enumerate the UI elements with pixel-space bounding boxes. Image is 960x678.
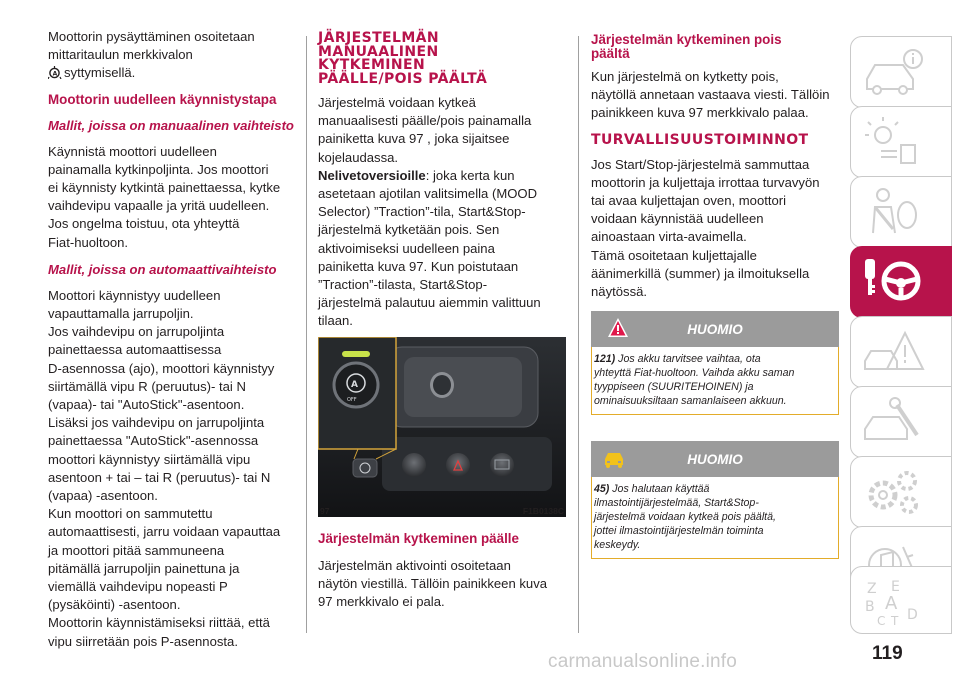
text-line: KYTKEMINEN (318, 57, 426, 73)
text-line: (vapaa)- tai "AutoStick"-asentoon. (48, 397, 245, 413)
text-line: äänimerkillä (summer) ja ilmoituksella (591, 265, 810, 281)
warning-lines (594, 496, 835, 552)
text-line: vaihdevipu vapaalle ja yritä uudelleen. (48, 198, 270, 214)
text-line: näytössä. (591, 284, 648, 300)
automatic-text (48, 287, 298, 651)
heading-safety: TURVALLISUUSTOIMINNOT (591, 131, 809, 148)
text-line: (pysäköinti) -asentoon. (48, 597, 181, 613)
text-line: asetetaan ajotilan valitsimella (MOOD (318, 186, 538, 202)
engine-stop-warning-icon (48, 66, 62, 79)
text-line: Jos Start/Stop-järjestelmä sammuttaa (591, 156, 810, 172)
svg-text:A: A (351, 380, 358, 390)
text-line: järjestelmä palautuu aiemmin valittuun (318, 295, 541, 311)
warning-box-climate (591, 441, 839, 559)
four-wheel-label: Nelivetoversioille (318, 167, 426, 183)
intro-text (318, 94, 566, 167)
text-line: ja moottori pitää sammuneena (48, 542, 225, 558)
text-line: painiketta kuva 97. Kun poistutaan (318, 258, 519, 274)
text-line: aktivoimiseksi uudelleen paina (318, 240, 495, 256)
text-line: pitämällä jarrupoljin painettuna ja (48, 560, 240, 576)
text-line: voidaan käynnistää uudelleen (591, 211, 764, 227)
seatbelt-safety-icon (861, 185, 931, 239)
paragraph (48, 64, 298, 82)
text-line: Kun moottori on sammutettu (48, 506, 213, 522)
warning-number: 45) (594, 483, 610, 495)
text-line: moottori käynnistyy siirtämällä vipu (48, 451, 251, 467)
heading-switch-on: Järjestelmän kytkeminen päälle (318, 531, 519, 546)
column-1 (48, 28, 298, 651)
text-line: Tämä osoitetaan kuljettajalle (591, 247, 757, 263)
text-line: D-asennossa (ajo), moottori käynnistyy (48, 360, 275, 376)
svg-text:T: T (891, 614, 899, 628)
section-switch-on (318, 530, 566, 612)
svg-text:D: D (907, 607, 918, 623)
text-line: Lisäksi jos vaihdevipu on jarrupoljinta (48, 415, 265, 431)
warning-header (591, 311, 839, 347)
text-line: ”Traction”-tilasta, Start&Stop- (318, 277, 488, 293)
text-line: tilaan. (318, 313, 353, 329)
text-line: Moottorin käynnistämiseksi riittää, että (48, 615, 270, 631)
gears-icon (861, 465, 931, 519)
heading-switch-off (591, 33, 841, 61)
car-wrench-icon (861, 395, 931, 449)
text-line: järjestelmä kytketään pois. Sen (318, 222, 500, 238)
text-line: vapauttamalla jarrupoljin. (48, 306, 194, 322)
svg-text:E: E (891, 579, 900, 595)
warning-body (591, 347, 839, 415)
text-line: painiketta kuva 97 , joka sijaitsee (318, 131, 510, 147)
manual-text (48, 143, 298, 252)
column-divider (578, 36, 579, 633)
text-line: näytöllä annetaan vastaava viesti. Tällöin (591, 87, 830, 103)
heading-line: päältä (591, 46, 630, 61)
sidebar-tab-index[interactable] (850, 566, 952, 634)
text-line: moottorin ja kuljettaja irrottaa turvavyön (591, 174, 820, 190)
text-line: Fiat-huoltoon. (48, 234, 129, 250)
text-line: jottei ilmastointijärjestelmän toiminta (594, 525, 764, 537)
warning-title: HUOMIO (687, 452, 743, 467)
text-line: painettaessa automaattisessa (48, 342, 222, 358)
text-line: ainoastaan virta-avaimella. (591, 229, 747, 245)
paragraph: Moottorin pysäyttäminen osoitetaan (48, 29, 255, 44)
text-line: keskeydy. (594, 539, 641, 551)
text-line: kojelaudassa. (318, 149, 399, 165)
column-2 (318, 28, 566, 331)
sidebar-tab-seatbelt-safety[interactable] (850, 176, 952, 248)
button-off-label: OFF (347, 397, 357, 403)
sidebar-tab-maintenance[interactable] (850, 386, 952, 458)
text-line: ominaisuuksiltaan samanlaiseen akkuun. (594, 395, 787, 407)
heading-line: Järjestelmän kytkeminen pois (591, 32, 782, 47)
figure-97-dashboard-photo (318, 337, 566, 517)
text-line: tai avaa kuljettajan oven, moottori (591, 193, 787, 209)
page-number: 119 (872, 643, 903, 664)
watermark: carmanualsonline.info (548, 651, 738, 672)
paragraph: mittaritaulun merkkivalon (48, 47, 193, 63)
text-line: (vapaa) -asentoon. (48, 488, 158, 504)
text-line: JÄRJESTELMÄN (318, 30, 439, 46)
text-line: viemällä vaihdevipu nopeasti P (48, 579, 228, 595)
column-3 (591, 33, 841, 301)
dashboard-lights-icon (861, 115, 931, 169)
text-line: näytön viestillä. Tällöin painikkeen kuva (318, 576, 548, 592)
text-line: painettaessa "AutoStick"-asennossa (48, 433, 259, 449)
warning-car-icon (861, 325, 931, 379)
sidebar-tab-starting-driving[interactable] (850, 246, 952, 318)
paragraph-text: : joka kerta kun (425, 167, 515, 183)
warning-body (591, 477, 839, 559)
sidebar-tab-emergency[interactable] (850, 316, 952, 388)
warning-header (591, 441, 839, 477)
text-line: automaattisesti, jarru voidaan vapauttaa (48, 524, 281, 540)
four-wheel-text (318, 185, 566, 331)
alphabet-index-icon (861, 575, 931, 629)
text-line: painikkeen kuva 97 merkkivalo palaa. (591, 105, 809, 121)
heading-manual: Mallit, joissa on manuaalinen vaihteisto (48, 117, 294, 133)
text-line: järjestelmä voidaan kytkeä pois päältä, (594, 511, 776, 523)
text-line: Kun järjestelmä on kytketty pois, (591, 69, 779, 84)
paragraph-text: syttymisellä. (64, 65, 136, 81)
text-line: painamalla kytkinpoljinta. Jos moottori (48, 161, 269, 177)
svg-text:A: A (52, 70, 58, 78)
figure-code: F1B0138C (522, 506, 564, 516)
warning-text: Jos halutaan käyttää (609, 483, 710, 495)
text-line: vipu siirretään pois P-asennosta. (48, 633, 238, 649)
heading-manual-switching (318, 28, 566, 86)
figure-number: 97 (320, 506, 330, 516)
text-line: siirtämällä vipu R (peruutus)- tai N (48, 378, 246, 394)
text-line: Jos ongelma toistuu, ota yhteyttä (48, 216, 240, 232)
car-info-icon (861, 45, 931, 99)
dashboard-illustration (318, 337, 566, 517)
text-line: manuaalisesti päälle/pois painamalla (318, 113, 532, 129)
safety-text (591, 156, 841, 302)
sidebar-tab-dashboard-lights[interactable] (850, 106, 952, 178)
column-divider (306, 36, 307, 633)
text-line: Jos vaihdevipu on jarrupoljinta (48, 324, 225, 340)
switch-on-text (318, 557, 566, 612)
paragraph (318, 167, 566, 185)
text-line: ilmastointijärjestelmää, Start&Stop- (594, 497, 759, 509)
warning-lines (594, 366, 835, 408)
text-line: Käynnistä moottori uudelleen (48, 143, 217, 159)
text-line: tyyppiseen (SUURITEHOINEN) ja (594, 381, 754, 393)
key-steering-wheel-icon (861, 255, 931, 309)
text-line: Selector) ”Traction”-tila, Start&Stop- (318, 204, 526, 220)
heading-automatic: Mallit, joissa on automaattivaihteisto (48, 261, 277, 277)
text-line: Moottori käynnistyy uudelleen (48, 287, 221, 303)
text-line: yhteyttä Fiat-huoltoon. Vaihda akku saman (594, 367, 795, 379)
switch-off-text (591, 68, 841, 123)
text-line: MANUAALINEN (318, 43, 439, 60)
warning-box-battery (591, 311, 839, 415)
warning-number: 121) (594, 353, 616, 365)
sidebar-tab-technical-data[interactable] (850, 456, 952, 528)
svg-text:B: B (865, 599, 875, 615)
warning-text: Jos akku tarvitsee vaihtaa, ota (615, 353, 761, 365)
text-line: asentoon + tai – tai R (peruutus)- tai N (48, 469, 271, 485)
svg-text:C: C (877, 614, 886, 628)
text-line: ei käynnisty kytkintä painettaessa, kytke (48, 180, 281, 196)
heading-restart: Moottorin uudelleen käynnistystapa (48, 91, 277, 107)
text-line: 97 merkkivalo ei pala. (318, 594, 445, 610)
text-line: Järjestelmä voidaan kytkeä (318, 95, 476, 110)
svg-text:Z: Z (867, 581, 877, 597)
warning-title: HUOMIO (687, 322, 743, 337)
text-line: Järjestelmän aktivointi osoitetaan (318, 558, 511, 573)
svg-text:A: A (885, 593, 898, 614)
sidebar-tab-car-info[interactable] (850, 36, 952, 108)
text-line: PÄÄLLE/POIS PÄÄLTÄ (318, 70, 488, 87)
